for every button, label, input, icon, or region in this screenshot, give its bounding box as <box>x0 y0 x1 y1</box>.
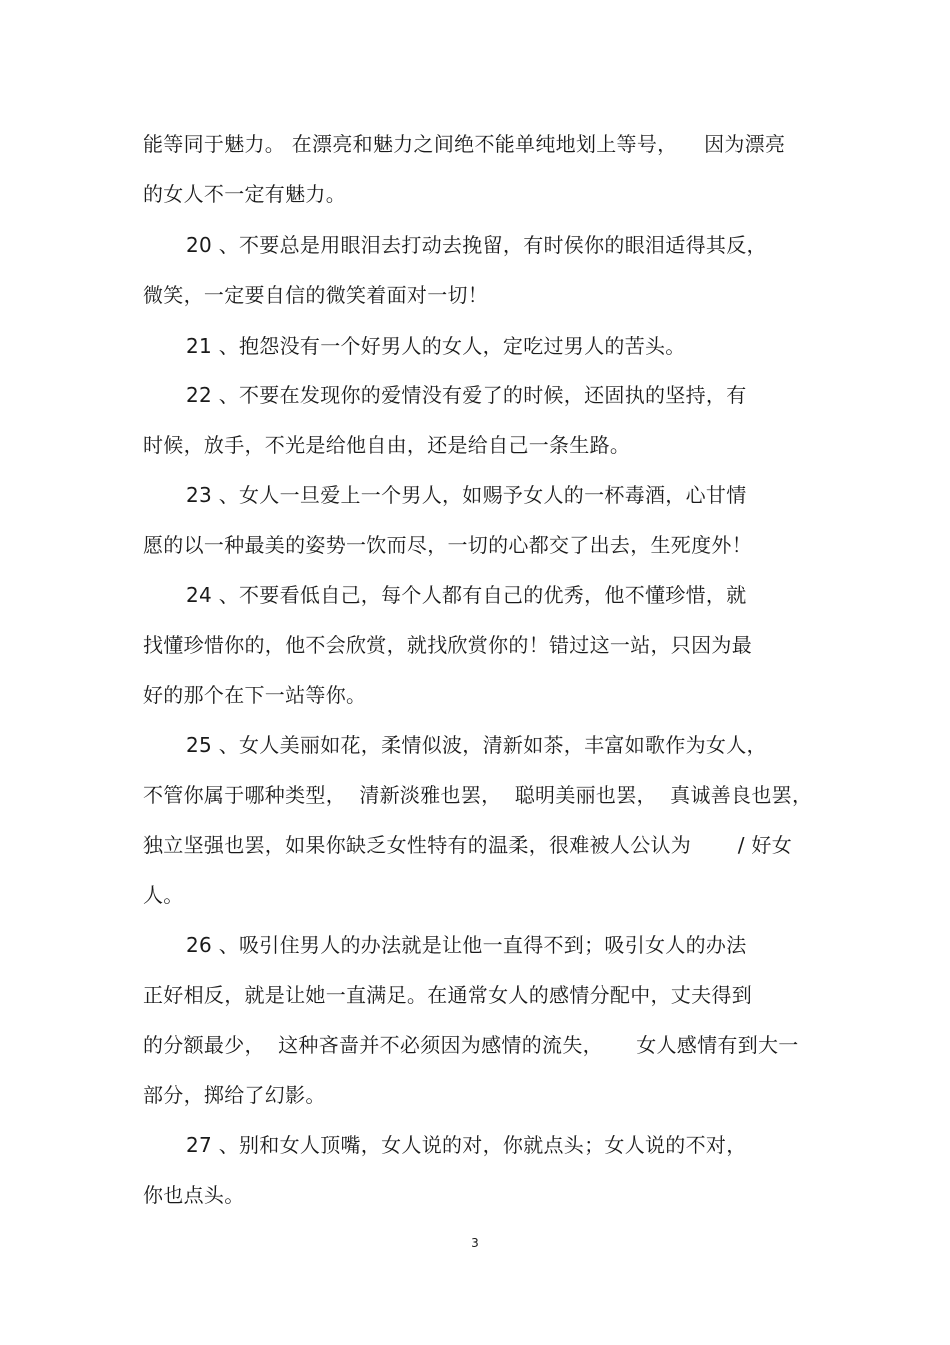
text-line: 好的那个在下一站等你。 <box>143 683 367 707</box>
text-line: 独立坚强也罢，如果你缺乏女性特有的温柔，很难被人公认为 / 好女 <box>143 833 792 857</box>
text-line: 21 、抱怨没有一个好男人的女人，定吃过男人的苦头。 <box>186 334 686 358</box>
text-line: 20 、不要总是用眼泪去打动去挽留，有时侯你的眼泪适得其反， <box>186 233 767 257</box>
text-line: 的分额最少， 这种吝啬并不必须因为感情的流失， 女人感情有到大一 <box>143 1033 799 1057</box>
text-line: 27 、别和女人顶嘴，女人说的对，你就点头；女人说的不对， <box>186 1133 747 1157</box>
text-line: 的女人不一定有魅力。 <box>143 182 346 206</box>
text-line: 能等同于魅力。 在漂亮和魅力之间绝不能单纯地划上等号， 因为漂亮 <box>143 132 786 156</box>
text-line: 你也点头。 <box>143 1183 245 1207</box>
text-line: 时候，放手，不光是给他自由，还是给自己一条生路。 <box>143 433 631 457</box>
text-line: 微笑，一定要自信的微笑着面对一切！ <box>143 283 489 307</box>
page-number: 3 <box>471 1236 479 1250</box>
text-line: 22 、不要在发现你的爱情没有爱了的时候，还固执的坚持，有 <box>186 383 747 407</box>
text-line: 找懂珍惜你的，他不会欣赏，就找欣赏你的！错过这一站，只因为最 <box>143 633 752 657</box>
text-line: 愿的以一种最美的姿势一饮而尽，一切的心都交了出去，生死度外！ <box>143 533 752 557</box>
text-line: 部分，掷给了幻影。 <box>143 1083 326 1107</box>
text-line: 23 、女人一旦爱上一个男人，如赐予女人的一杯毒酒，心甘情 <box>186 483 747 507</box>
text-line: 26 、吸引住男人的办法就是让他一直得不到；吸引女人的办法 <box>186 933 747 957</box>
text-line: 人。 <box>143 883 184 907</box>
text-line: 25 、女人美丽如花，柔情似波，清新如茶，丰富如歌作为女人， <box>186 733 767 757</box>
text-line: 不管你属于哪种类型， 清新淡雅也罢， 聪明美丽也罢， 真诚善良也罢， <box>143 783 813 807</box>
text-line: 24 、不要看低自己，每个人都有自己的优秀，他不懂珍惜，就 <box>186 583 747 607</box>
text-line: 正好相反，就是让她一直满足。在通常女人的感情分配中，丈夫得到 <box>143 983 752 1007</box>
